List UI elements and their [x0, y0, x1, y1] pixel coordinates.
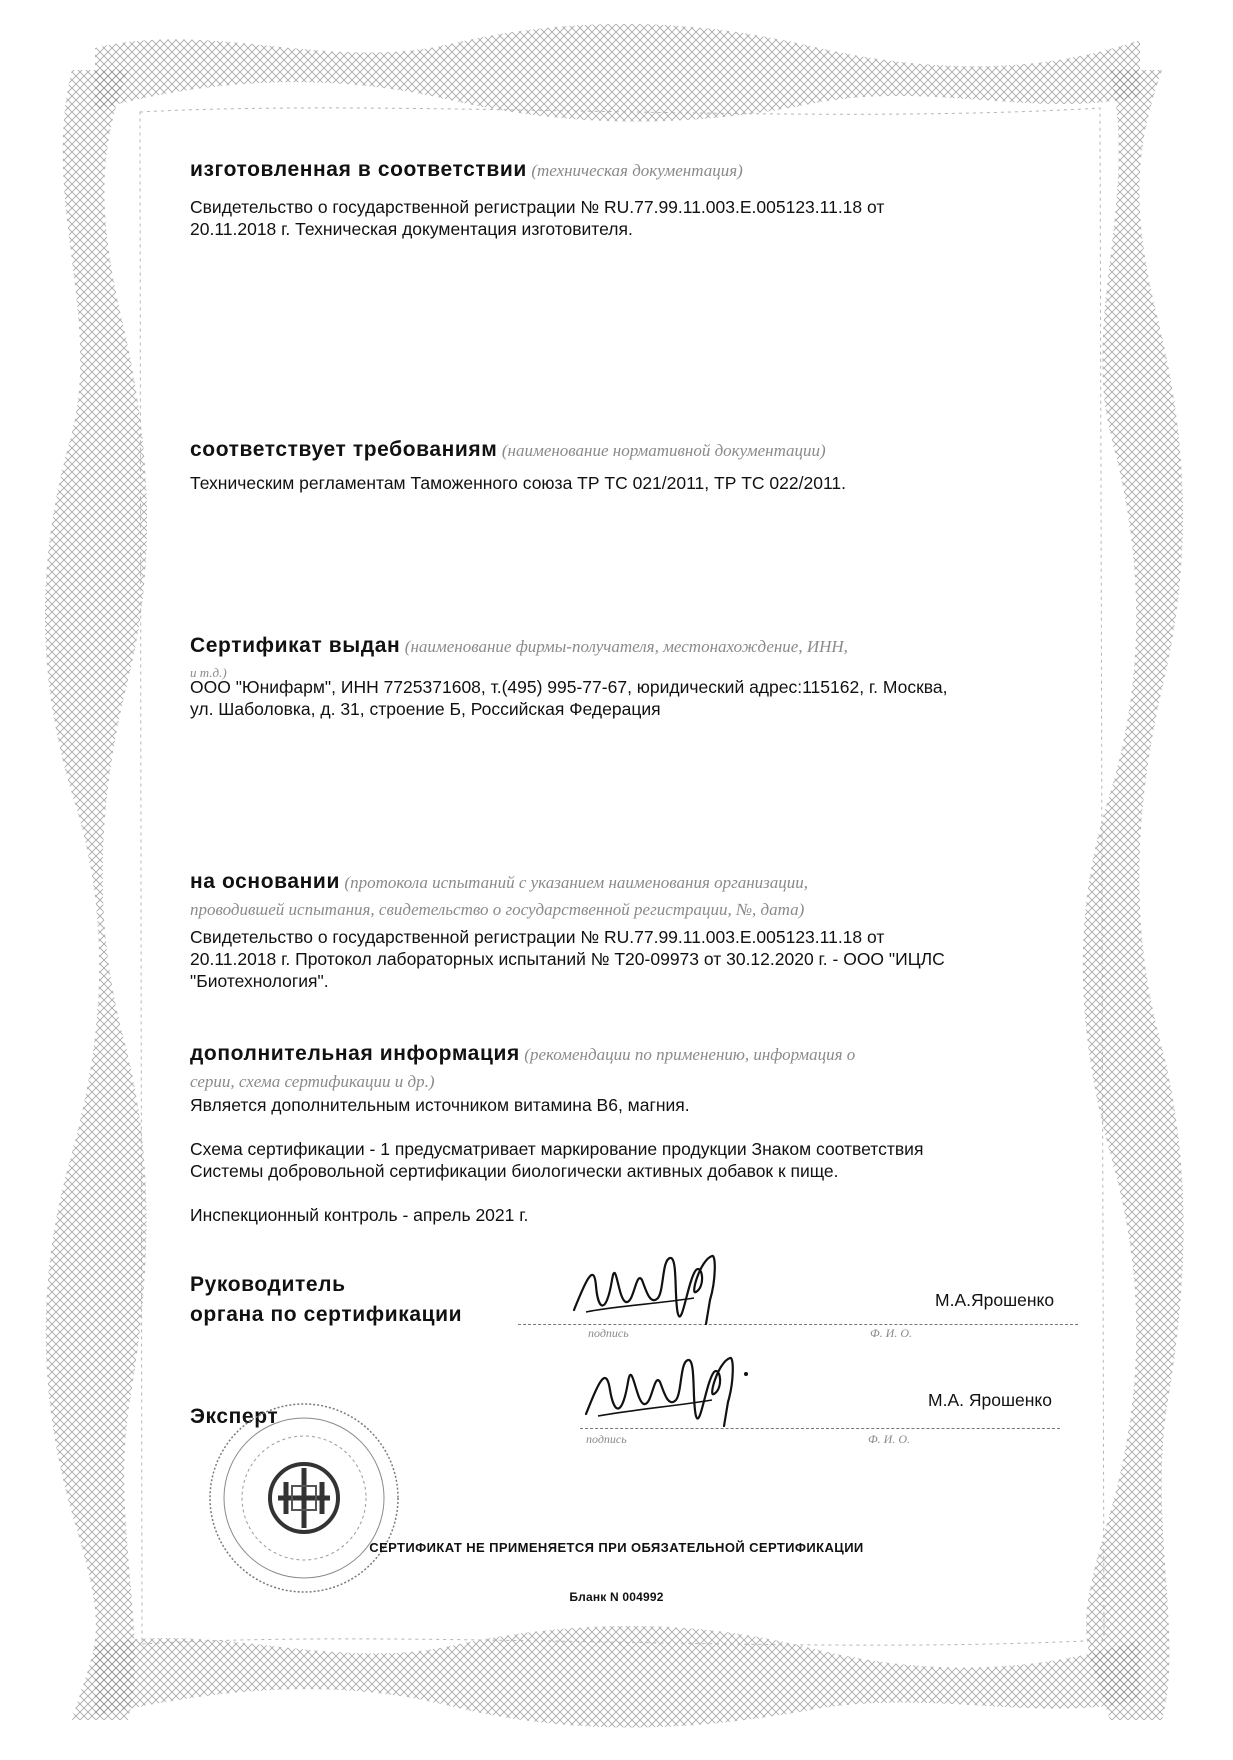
section-additional-hint: (рекомендации по применению, информация о [524, 1045, 856, 1064]
section-manufactured-hint: (техническая документация) [531, 161, 743, 180]
head-signature-icon [566, 1240, 736, 1340]
section-basis-hint: (протокола испытаний с указанием наименования организации, [344, 873, 809, 892]
head-name: М.А.Ярошенко [935, 1290, 1055, 1310]
section-additional-heading: дополнительная информация [190, 1042, 520, 1065]
expert-fio-caption: Ф. И. О. [868, 1432, 910, 1446]
frame-top-band [95, 24, 1140, 122]
section-basis-line-1: Свидетельство о государственной регистрации № RU.77.99.11.003.E.005123.11.18 от [190, 927, 885, 947]
section-issued [190, 632, 1090, 720]
frame-left-band [45, 70, 147, 1720]
certification-seal-icon [204, 1398, 404, 1598]
head-signature-caption: подпись [588, 1326, 629, 1340]
vitamin-line: Является дополнительным источником витамина В6, магния. [190, 1095, 690, 1115]
voluntary-note: СЕРТИФИКАТ НЕ ПРИМЕНЯЕТСЯ ПРИ ОБЯЗАТЕЛЬНОЙ СЕРТИФИКАЦИИ [369, 1540, 864, 1555]
frame-bottom-band [95, 1626, 1140, 1728]
expert-title: Эксперт [190, 1405, 279, 1428]
section-issued-line-2: ул. Шаболовка, д. 31, строение Б, Российская Федерация [190, 699, 661, 719]
scheme-line-1: Схема сертификации - 1 предусматривает маркирование продукции Знаком соответствия [190, 1139, 924, 1159]
section-manufactured-heading: изготовленная в соответствии [190, 158, 527, 181]
expert-signature-icon [580, 1340, 760, 1440]
section-basis-hint-2: проводившей испытания, свидетельство о государственной регистрации, №, дата) [190, 900, 805, 919]
section-additional-info [190, 1040, 1090, 1226]
expert-signature-caption: подпись [586, 1432, 627, 1446]
section-basis-heading: на основании [190, 870, 340, 893]
head-fio-caption: Ф. И. О. [870, 1326, 912, 1340]
section-manufactured-line-1: Свидетельство о государственной регистрации № RU.77.99.11.003.E.005123.11.18 от [190, 197, 885, 217]
section-issued-hint: (наименование фирмы-получателя, местонахождение, ИНН, [404, 637, 848, 656]
section-issued-heading: Сертификат выдан [190, 634, 401, 657]
section-conforms-line-1: Техническим регламентам Таможенного союза ТР ТС 021/2011, ТР ТС 022/2011. [190, 473, 846, 493]
scheme-line-2: Системы добровольной сертификации биологически активных добавок к пище. [190, 1161, 839, 1181]
section-additional-hint-2: серии, схема сертификации и др.) [190, 1072, 435, 1091]
section-conforms-heading: соответствует требованиям [190, 438, 498, 461]
section-basis-line-2: 20.11.2018 г. Протокол лабораторных испытаний № Т20-09973 от 30.12.2020 г. - ООО "ИЦЛС [190, 949, 945, 969]
section-conforms [190, 436, 1090, 494]
section-basis [190, 868, 1090, 992]
section-basis-line-3: "Биотехнология". [190, 971, 329, 991]
section-issued-hint-2: и т.д.) [190, 665, 227, 680]
head-title-line-1: Руководитель [190, 1273, 346, 1296]
expert-name: М.А. Ярошенко [928, 1390, 1052, 1410]
section-manufactured [190, 156, 1090, 240]
frame-right-band [1083, 70, 1184, 1720]
section-manufactured-line-2: 20.11.2018 г. Техническая документация изготовителя. [190, 219, 633, 239]
blank-number: Бланк N 004992 [569, 1590, 664, 1604]
section-conforms-hint: (наименование нормативной документации) [501, 441, 826, 460]
head-title-line-2: органа по сертификации [190, 1303, 463, 1326]
section-issued-line-1: ООО "Юнифарм", ИНН 7725371608, т.(495) 995-77-67, юридический адрес:115162, г. Москва, [190, 677, 948, 697]
inspection-line: Инспекционный контроль - апрель 2021 г. [190, 1205, 529, 1225]
